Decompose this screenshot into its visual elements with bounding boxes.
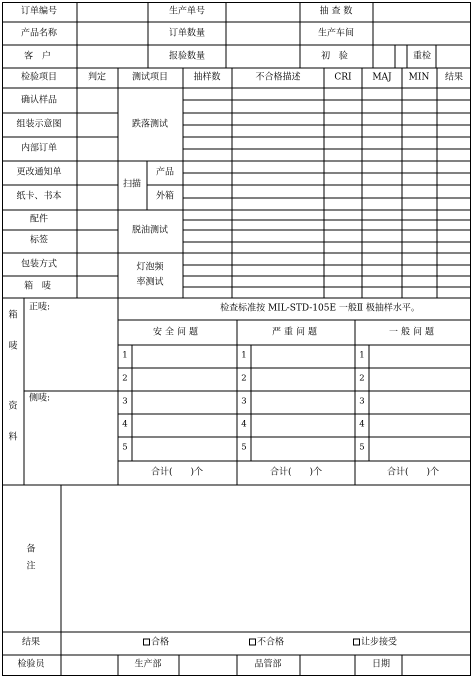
total-minor: 合计( )个 [386, 467, 440, 478]
row-number: 1 [359, 350, 365, 361]
carton-side-label-2: 唛 [8, 341, 18, 352]
column-header-defect-description: 不合格描述 [255, 72, 301, 83]
date-label: 日期 [371, 659, 391, 670]
column-header-result: 结果 [444, 72, 464, 83]
list-item: 内部订单 [20, 143, 58, 154]
list-item: 包装方式 [20, 259, 58, 270]
column-header-cri: CRI [334, 72, 352, 83]
row-number: 5 [359, 442, 365, 453]
column-header-item: 检验项目 [20, 72, 58, 83]
inspector-label: 检验员 [17, 659, 45, 670]
row-number: 3 [122, 396, 128, 407]
scan-product-label: 产品 [155, 167, 175, 178]
production-no-label: 生产单号 [168, 6, 206, 17]
reinspect-label: 重检 [412, 51, 432, 62]
row-number: 2 [241, 373, 247, 384]
remarks-label-line1: 备 [26, 544, 36, 555]
checkbox-icon[interactable] [249, 639, 256, 646]
total-safety: 合计( )个 [150, 467, 204, 478]
row-number: 4 [359, 419, 365, 430]
column-header-sample-count: 抽样数 [193, 72, 221, 83]
carton-side-label-1: 箱 [8, 310, 18, 321]
row-number: 1 [241, 350, 247, 361]
checkbox-icon[interactable] [143, 639, 150, 646]
order-no-label: 订单编号 [20, 6, 58, 17]
carton-side-label-4: 料 [8, 432, 18, 443]
list-item: 箱 唛 [24, 281, 54, 292]
list-item: 标签 [29, 235, 49, 246]
list-item: 确认样品 [20, 95, 58, 106]
list-item: 纸卡、书本 [16, 191, 62, 202]
remarks-area[interactable] [62, 486, 470, 631]
list-item: 组装示意图 [16, 119, 62, 130]
column-header-min: MIN [408, 72, 430, 83]
list-item: 配件 [29, 214, 49, 225]
side-mark-label: 侧唛: [29, 393, 51, 404]
category-major: 严重问题 [271, 327, 321, 338]
first-inspect-label: 初 验 [321, 51, 351, 62]
result-option-fail[interactable]: 不合格 [249, 638, 284, 649]
list-item: 更改通知单 [16, 167, 62, 178]
checkbox-icon[interactable] [353, 639, 360, 646]
result-option-concession[interactable]: 让步接受 [353, 638, 397, 649]
scan-carton-label: 外箱 [155, 191, 175, 202]
front-mark-label: 正唛: [29, 302, 51, 313]
row-number: 3 [359, 396, 365, 407]
row-number: 5 [122, 442, 128, 453]
product-name-label: 产品名称 [20, 28, 58, 39]
remarks-label-line2: 注 [26, 561, 36, 572]
row-number: 3 [241, 396, 247, 407]
total-major: 合计( )个 [269, 467, 323, 478]
row-number: 4 [122, 419, 128, 430]
bulb-test-label-line1: 灯泡频 [136, 262, 164, 273]
order-qty-label: 订单数量 [168, 28, 206, 39]
category-minor: 一般问题 [388, 327, 438, 338]
column-header-maj: MAJ [372, 72, 392, 83]
scan-test-label: 扫描 [122, 179, 142, 190]
row-number: 2 [122, 373, 128, 384]
row-number: 2 [359, 373, 365, 384]
category-safety: 安全问题 [152, 327, 202, 338]
workshop-label: 生产车间 [317, 28, 355, 39]
oil-test-label: 脱油测试 [131, 225, 169, 236]
row-number: 1 [122, 350, 128, 361]
result-label: 结果 [21, 637, 41, 648]
row-number: 4 [241, 419, 247, 430]
sampling-standard-note: 检查标准按 MIL-STD-105E 一般Ⅱ 极抽样水平。 [220, 303, 420, 314]
inspect-qty-label: 报验数量 [168, 51, 206, 62]
customer-label: 客 户 [24, 51, 54, 62]
carton-side-label-3: 资 [8, 401, 18, 412]
production-dept-label: 生产部 [134, 659, 162, 670]
bulb-test-label-line2: 率测试 [136, 277, 164, 288]
column-header-verdict: 判定 [87, 72, 107, 83]
sample-qty-label: 抽 查 数 [319, 6, 353, 17]
result-option-pass[interactable]: 合格 [143, 638, 169, 649]
column-header-test: 测试项目 [131, 72, 169, 83]
quality-dept-label: 品管部 [254, 659, 282, 670]
row-number: 5 [241, 442, 247, 453]
drop-test-label: 跌落测试 [131, 119, 169, 130]
